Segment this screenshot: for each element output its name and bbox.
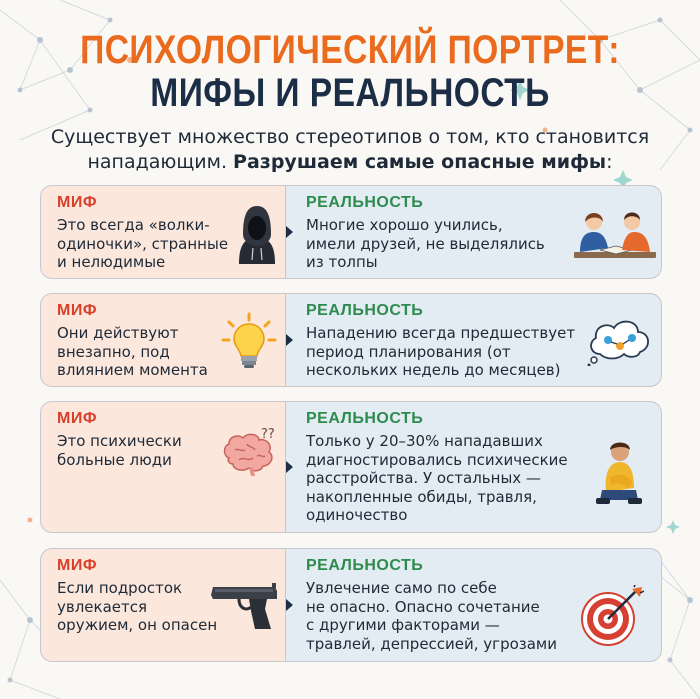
reality-label: РЕАЛЬНОСТЬ bbox=[306, 557, 424, 574]
intro-plain: нападающим. bbox=[87, 151, 234, 173]
reality-panel bbox=[286, 548, 662, 662]
title-line-1: ПСИХОЛОГИЧЕСКИЙ ПОРТРЕТ: bbox=[80, 28, 620, 72]
reality-panel bbox=[286, 293, 662, 387]
arrow-marker bbox=[286, 226, 293, 238]
target-arrow-icon bbox=[580, 585, 644, 649]
myth-panel bbox=[40, 401, 286, 533]
arrow-marker bbox=[286, 334, 293, 346]
myth-reality-card-2 bbox=[40, 293, 662, 387]
myth-panel bbox=[40, 293, 286, 387]
intro-end: : bbox=[606, 151, 613, 173]
brain-icon bbox=[221, 424, 281, 480]
reality-text: Многие хорошо учились, имели друзей, не выделялись из толпы bbox=[306, 216, 545, 271]
intro-bold: Разрушаем самые опасные мифы bbox=[233, 151, 607, 173]
reality-label: РЕАЛЬНОСТЬ bbox=[306, 194, 424, 211]
thought-cloud-plan-icon bbox=[586, 314, 654, 366]
myth-text: Если подросток увлекается оружием, он опасен bbox=[57, 579, 218, 634]
students-studying-icon bbox=[572, 206, 658, 266]
svg-text:??: ?? bbox=[261, 427, 275, 442]
arrow-marker bbox=[286, 599, 293, 611]
intro-line-1: Существует множество стереотипов о том, кто становится bbox=[50, 126, 650, 148]
myth-panel bbox=[40, 548, 286, 662]
myth-text: Они действуют внезапно, под влиянием момента bbox=[57, 324, 208, 379]
myth-reality-card-1 bbox=[40, 185, 662, 279]
myth-text: Это психически больные люди bbox=[57, 432, 182, 469]
sad-teen-icon bbox=[592, 438, 646, 508]
arrow-marker bbox=[286, 461, 293, 473]
reality-text: Увлечение само по себе не опасно. Опасно сочетание с другими факторами — травлей, депрессией, угрозами bbox=[306, 579, 557, 653]
hooded-figure-icon bbox=[233, 204, 281, 264]
reality-panel bbox=[286, 401, 662, 533]
myth-reality-card-3 bbox=[40, 401, 662, 533]
reality-label: РЕАЛЬНОСТЬ bbox=[306, 410, 424, 427]
myth-reality-card-4 bbox=[40, 548, 662, 662]
lightbulb-icon bbox=[221, 312, 277, 372]
myth-label: МИФ bbox=[57, 410, 97, 427]
reality-panel bbox=[286, 185, 662, 279]
reality-label: РЕАЛЬНОСТЬ bbox=[306, 302, 424, 319]
title-line-2: МИФЫ И РЕАЛЬНОСТЬ bbox=[150, 71, 550, 115]
pistol-icon bbox=[209, 581, 281, 633]
reality-text: Только у 20–30% нападавших диагностировались психические расстройства. У остальных — накопленные обиды, травля, одиночество bbox=[306, 432, 568, 524]
myth-label: МИФ bbox=[57, 302, 97, 319]
myth-text: Это всегда «волки- одиночки», странные и нелюдимые bbox=[57, 216, 229, 271]
myth-label: МИФ bbox=[57, 194, 97, 211]
reality-text: Нападению всегда предшествует период планирования (от нескольких недель до месяцев) bbox=[306, 324, 576, 379]
myth-panel bbox=[40, 185, 286, 279]
intro-line-2 bbox=[30, 149, 670, 175]
myth-label: МИФ bbox=[57, 557, 97, 574]
